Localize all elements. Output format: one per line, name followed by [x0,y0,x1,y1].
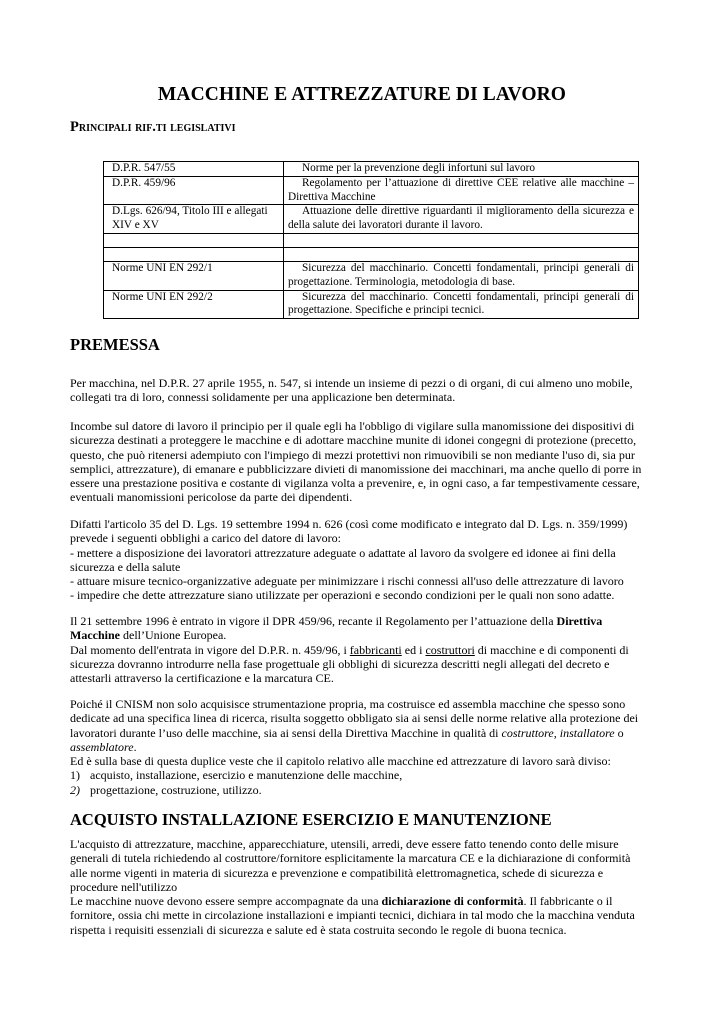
list-item [70,768,650,782]
desc-cell [284,233,639,247]
text-run-bold: Direttiva Macchine [70,614,603,643]
section-subtitle: Principali rif.ti legislativi [70,119,236,135]
table-row-empty [104,233,639,247]
desc-cell: Norme per la prevenzione degli infortuni sul lavoro [284,162,639,177]
desc-cell: Sicurezza del macchinario. Concetti fondamentali, principi generali di progettazione. Terminologia, metodologia di base. [284,261,639,290]
table-row-empty [104,247,639,261]
text-run: o [614,725,624,740]
ref-cell: D.P.R. 547/55 [104,162,284,177]
premessa-paragraph-2: Incombe sul datore di lavoro il principio per il quale egli ha l'obbligo di vigilare sulla manomissione dei dispositivi di sicurezza destinati a proteggere le macchine e di adottare macchine munite di idonei congegni di protezione (precetto, questo, che può ritenersi adempiuto con l'impiego di mezzi protettivi non rimuovibili se non mediante l'uso di, sia pur semplici, attrezzature), di emanare e pubblicizzare divieti di manomissione dei macchinari, ma anche quello di porre in essere una prestazione positiva e costante di vigilanza volta a prevenire, e, in ogni caso, a far tempestivamente cessare, eventuali manomissioni pericolose da parte dei dipendenti. [70,419,642,505]
premessa-paragraph-3 [70,517,650,603]
paragraph-line [70,643,650,686]
table-row [104,162,639,177]
text-run: ed i [401,642,426,657]
list-text: acquisto, installazione, esercizio e manutenzione delle macchine, [90,768,403,783]
paragraph-line [70,894,650,937]
table-row [104,176,639,205]
list-number: 1) [70,768,80,783]
paragraph-intro: Difatti l'articolo 35 del D. Lgs. 19 settembre 1994 n. 626 (così come modificato e integrato dal D. Lgs. n. 359/1999) prevede i seguenti obblighi a carico del datore di lavoro: [70,517,628,546]
desc-cell: Sicurezza del macchinario. Concetti fondamentali, principi generali di progettazione. Specifiche e principi tecnici. [284,290,639,319]
legislative-references-table [103,161,639,319]
list-text: progettazione, costruzione, utilizzo. [90,782,262,797]
text-run: . [133,739,137,754]
premessa-paragraph-5 [70,697,650,797]
premessa-heading: PREMESSA [70,335,160,354]
list-item [70,783,650,797]
text-run: di macchine e di componenti di sicurezza dovranno introdurre nella fase progettuale gli obblighi di sicurezza descritti negli allegati del decreto e attestarli attraverso la certificazione e la marcatura CE. [70,642,629,686]
text-run-underlined: costruttori [425,642,475,657]
obligation-item: - mettere a disposizione dei lavoratori attrezzature adeguate o adattate al lavoro da svolgere ed idonee ai fini della sicurezza e della salute [70,545,616,574]
text-run: Dal momento dell'entrata in vigore del D.P.R. n. 459/96, i [70,642,350,657]
ref-cell [104,247,284,261]
ref-cell: Norme UNI EN 292/1 [104,261,284,290]
premessa-paragraph-4 [70,614,650,685]
text-run: Le macchine nuove devono essere sempre accompagnate da una [70,894,382,909]
desc-cell [284,247,639,261]
ref-cell: D.P.R. 459/96 [104,176,284,205]
table-row [104,261,639,290]
table-row [104,205,639,234]
paragraph-line: L'acquisto di attrezzature, macchine, apparecchiature, utensili, arredi, deve essere fatto tenendo conto delle misure generali di tutela richiedendo al costruttore/fornitore esplicitamente la marcatura CE e la dichiarazione di conformità alle norme vigenti in materia di sicurezza e prevenzione e compatibilità elettromagnetica, schede di sicurezza e procedure nell'utilizzo [70,837,631,894]
acquisto-paragraph [70,837,650,937]
paragraph-line: Ed è sulla base di questa duplice veste che il capitolo relativo alle macchine ed attrezzature di lavoro sarà diviso: [70,754,611,769]
text-run: dell’Unione Europea. [120,628,227,643]
document-title: MACCHINE E ATTREZZATURE DI LAVORO [157,84,567,105]
text-run-italic: assemblatore [70,739,134,754]
desc-cell: Regolamento per l’attuazione di direttive CEE relative alle macchine – Direttiva Macchine [284,176,639,205]
text-run-italic: costruttore, installatore [501,725,615,740]
list-number: 2) [70,782,80,797]
acquisto-heading: ACQUISTO INSTALLAZIONE ESERCIZIO E MANUTENZIONE [70,810,552,829]
desc-cell: Attuazione delle direttive riguardanti il miglioramento della sicurezza e della salute dei lavoratori durante il lavoro. [284,205,639,234]
table-row [104,290,639,319]
text-run: Il 21 settembre 1996 è entrato in vigore il DPR 459/96, recante il Regolamento per l’attuazione della [70,614,557,628]
obligation-item: - impedire che dette attrezzature siano utilizzate per operazioni e secondo condizioni per le quali non sono adatte. [70,588,615,603]
text-run-bold: dichiarazione di conformità [381,894,524,909]
obligation-item: - attuare misure tecnico-organizzative adeguate per minimizzare i rischi connessi all'uso delle attrezzature di lavoro [70,574,624,589]
ref-cell: D.Lgs. 626/94, Titolo III e allegati XIV e XV [104,205,284,234]
premessa-paragraph-1: Per macchina, nel D.P.R. 27 aprile 1955, n. 547, si intende un insieme di pezzi o di organi, di cui almeno uno mobile, collegati tra di loro, connessi solidamente per una applicazione ben determinata. [70,376,633,405]
ref-cell: Norme UNI EN 292/2 [104,290,284,319]
text-run-underlined: fabbricanti [349,642,402,657]
text-run: . Il fabbricante o il fornitore, ossia chi mette in circolazione installazioni e impianti tecnici, dichiara in tal modo che la macchina venduta rispetta i requisiti essenziali di sicurezza e salute ed è stata costruita secondo le regole di buona tecnica. [70,894,635,937]
text-run: Poiché il CNISM non solo acquisisce strumentazione propria, ma costruisce ed assembla macchine che spesso sono dedicate ad una specifica linea di ricerca, risulta soggetto obbligato sia ai sensi delle norme relative alla protezione dei lavoratori durante l’uso delle macchine, sia ai sensi della Direttiva Macchine in qualità di [70,697,639,740]
ref-cell [104,233,284,247]
